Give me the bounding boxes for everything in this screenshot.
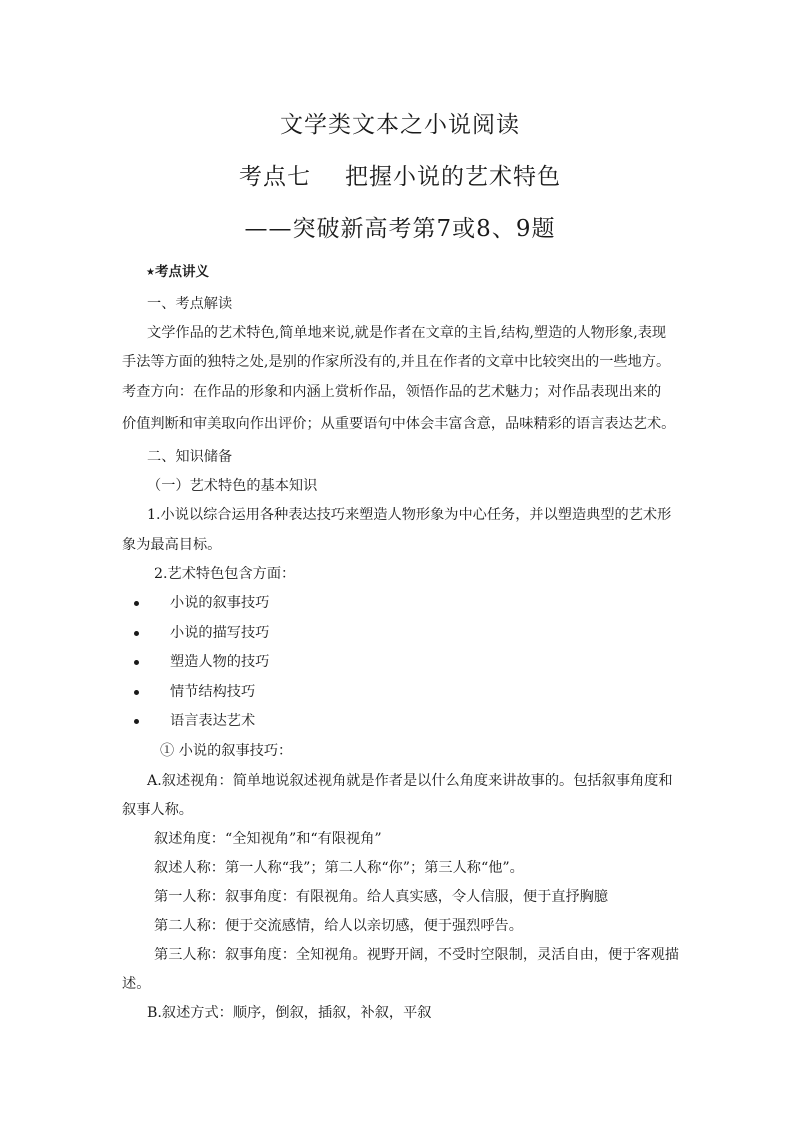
list-item: 小说的描写技巧	[170, 625, 270, 641]
main-title: 文学类文本之小说阅读	[280, 112, 520, 138]
narration-angle: 叙述角度：“全知视角”和“有限视角”	[154, 831, 382, 847]
exam-point-number: 考点七	[239, 164, 311, 190]
bullet-icon	[134, 601, 139, 606]
list-item: 塑造人物的技巧	[170, 654, 270, 670]
section-heading-label: 考点讲义	[154, 264, 209, 280]
list-item: 情节结构技巧	[170, 684, 256, 700]
star-icon: ★	[146, 267, 155, 278]
item2-label: 2.艺术特色包含方面：	[154, 566, 296, 582]
exam-point-topic: 把握小说的艺术特色	[345, 164, 561, 190]
part1-heading: 一、考点解读	[147, 296, 233, 312]
item1-line2: 象为最高目标。	[122, 537, 222, 553]
list-item: 语言表达艺术	[170, 713, 256, 729]
list-item: 小说的叙事技巧	[170, 595, 270, 611]
bullet-icon	[134, 631, 139, 636]
third-person-line1: 第三人称：叙事角度：全知视角。视野开阔，不受时空限制，灵活自由，便于客观描	[154, 947, 679, 963]
b-line: B.叙述方式：顺序，倒叙，插叙，补叙，平叙	[147, 1005, 432, 1021]
a-line2: 叙事人称。	[122, 802, 193, 818]
bullet-icon	[134, 719, 139, 724]
tagline-title: ——突破新高考第7或8、9题	[244, 216, 556, 242]
item1-line1: 1.小说以综合运用各种表达技巧来塑造人物形象为中心任务，并以塑造典型的艺术形	[147, 507, 672, 523]
part1-para2-line1: 考查方向：在作品的形象和内涵上赏析作品，领悟作品的艺术魅力；对作品表现出来的	[122, 384, 662, 400]
exam-point-title	[0, 158, 800, 191]
narration-heading: ① 小说的叙事技巧：	[160, 743, 293, 759]
section-heading	[146, 262, 209, 283]
bullet-icon	[134, 660, 139, 665]
first-person: 第一人称：叙事角度：有限视角。给人真实感，令人信服，便于直抒胸臆	[154, 889, 609, 905]
part1-para1-line1: 文学作品的艺术特色,简单地来说,就是作者在文章的主旨,结构,塑造的人物形象,表现	[147, 325, 667, 341]
part1-para2-line2: 价值判断和审美取向作出评价；从重要语句中体会丰富含意，品味精彩的语言表达艺术。	[122, 416, 676, 432]
narration-person: 叙述人称：第一人称“我”；第二人称“你”；第三人称“他”。	[154, 860, 524, 876]
part1-para1-line2: 手法等方面的独特之处,是别的作家所没有的,并且在作者的文章中比较突出的一些地方。	[122, 354, 671, 370]
third-person-line2: 述。	[122, 976, 151, 992]
bullet-icon	[134, 690, 139, 695]
part2-heading: 二、知识储备	[147, 449, 233, 465]
part2-subheading: （一）艺术特色的基本知识	[147, 478, 318, 494]
second-person: 第二人称：便于交流感情，给人以亲切感，便于强烈呼告。	[154, 918, 523, 934]
a-line1: A.叙述视角：简单地说叙述视角就是作者是以什么角度来讲故事的。包括叙事角度和	[147, 773, 673, 789]
